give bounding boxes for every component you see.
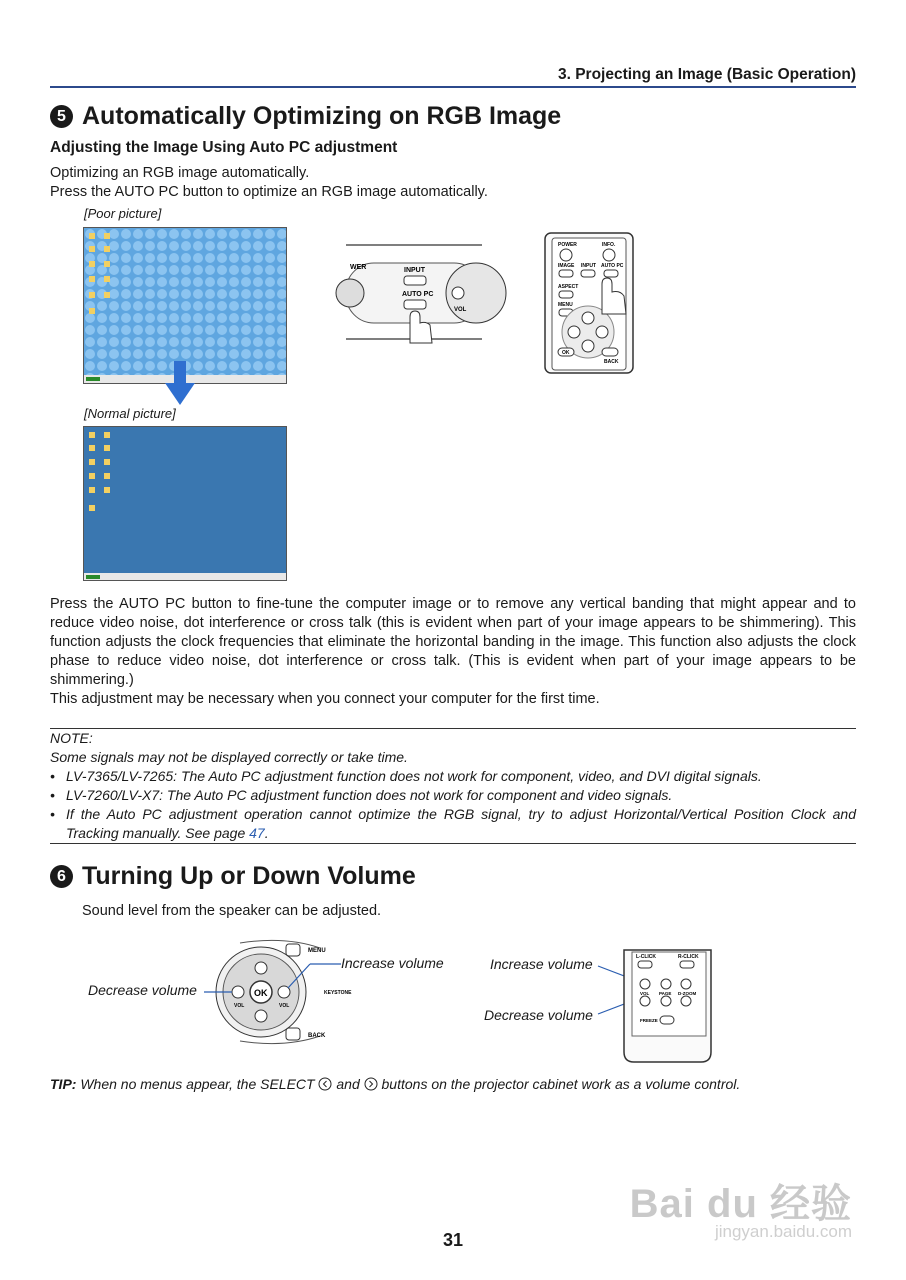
left-decrease-label: Decrease volume [88,982,197,998]
cabinet-power-label: WER [350,264,367,271]
normal-picture-screenshot [83,426,287,581]
note-heading: NOTE: [50,730,93,746]
cabinet-vol-right-label: VOL [279,1003,290,1009]
page-link[interactable]: 47 [249,825,265,841]
select-right-icon [364,1076,378,1092]
normal-picture-caption: [Normal picture] [84,406,176,421]
remote-autopc-label: AUTO PC [601,263,624,269]
cabinet-autopc-label: AUTO PC [402,291,434,298]
tip-text-before: When no menus appear, the SELECT [76,1076,319,1092]
bullet: • [50,806,55,822]
note-item-end: . [264,825,269,841]
remote-freeze-label: FREEZE [640,1018,658,1023]
remote-dzoom-label: D-ZOOM [678,991,697,996]
tip-text-after: buttons on the projector cabinet work as a volume control. [377,1076,741,1092]
remote-volume-illustration [598,948,714,1069]
tip-line [50,1076,740,1092]
cabinet-back-label: BACK [308,1033,326,1039]
note-item [50,767,856,786]
chapter-header: 3. Projecting an Image (Basic Operation) [50,66,856,88]
volume-intro: Sound level from the speaker can be adjusted. [82,903,382,919]
remote-image-label: IMAGE [558,263,575,269]
autopc-description: Press the AUTO PC button to fine-tune the computer image or to remove any vertical banding that might appear and to reduce video noise, dot interference or cross talk (this is evident when part of your image appears to be shimmering). This function adjusts the clock frequencies that eliminate the horizontal banding in the image. This function also adjusts the clock phase to reduce video noise, dot interference or cross talk. (This is evident when part of your image appears to be shimmering.) [50,596,856,688]
down-arrow-icon [165,361,195,410]
note-item-body: If the Auto PC adjustment operation cannot optimize the RGB signal, try to adjust Horizontal/Vertical Position Clock and Tracking manually. See page [66,806,856,841]
remote-aspect-label: ASPECT [558,284,579,290]
tip-label: TIP: [50,1076,77,1092]
note-line: Some signals may not be displayed correctly or take time. [50,749,408,765]
note-item [50,786,856,805]
note-item [50,805,856,843]
right-decrease-label: Decrease volume [484,1007,593,1023]
cabinet-autopc-illustration [346,243,482,348]
cabinet-vol-left-label: VOL [234,1003,245,1009]
section-5-heading [50,102,561,131]
remote-rclick-label: R-CLICK [678,954,699,960]
remote-power-label: POWER [558,242,577,248]
cabinet-vol-label: VOL [454,307,467,313]
cabinet-input-label: INPUT [404,267,425,274]
note-item-text: LV-7260/LV-X7: The Auto PC adjustment function does not work for component and video signals. [66,787,673,803]
intro-line-1: Optimizing an RGB image automatically. [50,165,310,181]
bullet: • [50,787,55,803]
poor-picture-caption: [Poor picture] [84,206,162,221]
remote-autopc-illustration [544,232,636,375]
cabinet-menu-label: MENU [308,948,326,954]
remote-info-label: INFO. [602,242,616,248]
page-number: 31 [442,1230,464,1250]
cabinet-ok-label: OK [254,988,268,998]
select-left-icon [318,1076,332,1092]
remote-ok-label: OK [562,350,570,356]
section-5-subtitle: Adjusting the Image Using Auto PC adjustment [50,139,398,156]
remote-menu-label: MENU [558,302,573,308]
baidu-watermark-url: jingyan.baidu.com [714,1222,852,1241]
note-bottom-rule [50,843,856,844]
remote-vol-label: VOL [640,991,650,996]
section-number-badge: 5 [50,105,73,128]
note-item-text: LV-7365/LV-7265: The Auto PC adjustment function does not work for component, video, and DVI digital signals. [66,768,762,784]
intro-line-2: Press the AUTO PC button to optimize an RGB image automatically. [50,184,488,200]
note-item-text [66,805,856,843]
section-6-title: Turning Up or Down Volume [82,862,416,890]
remote-lclick-label: L-CLICK [636,954,656,960]
section-6-heading [50,862,416,891]
tip-text-mid: and [332,1076,364,1092]
remote-back-label: BACK [604,359,619,365]
autopc-first-time: This adjustment may be necessary when you connect your computer for the first time. [50,691,600,707]
remote-input-label: INPUT [581,263,596,269]
section-5-title: Automatically Optimizing on RGB Image [82,102,562,130]
right-increase-label: Increase volume [490,956,593,972]
cabinet-keystone-label: KEYSTONE [324,990,352,996]
bullet: • [50,768,55,784]
note-box [50,729,856,843]
baidu-watermark-logo: Bai du 经验 [629,1182,852,1226]
section-number-badge: 6 [50,865,73,888]
cabinet-volume-illustration [200,938,352,1053]
left-increase-label: Increase volume [341,955,444,971]
remote-page-label: PAGE [659,991,672,996]
